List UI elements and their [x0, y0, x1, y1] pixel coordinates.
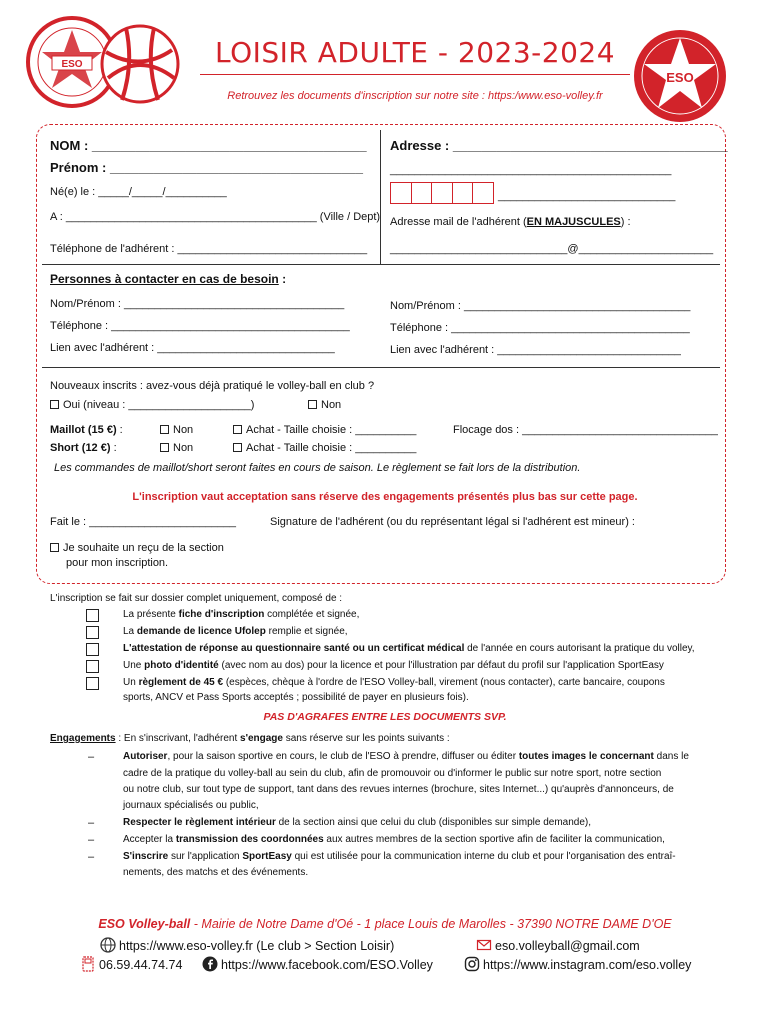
contact2-relation-field[interactable]: Lien avec l'adhérent : ______________________________ [390, 344, 681, 356]
address-line-3[interactable]: _____________________________ [498, 190, 676, 202]
section-divider [42, 264, 720, 265]
engagement-2: Respecter le règlement intérieur de la section ainsi que celui du club (disponibles sur simple demande), [123, 817, 592, 828]
globe-icon [100, 937, 116, 953]
dossier-checkbox-5[interactable] [86, 677, 99, 690]
engagement-1-line-2: cadre de la pratique du volley-ball au sein du club, afin de promouvoir ou d'informer le public sur notre sport, notre section [123, 768, 662, 779]
address-label: Adresse : ______________________________________ [390, 138, 728, 153]
contact2-phone-field[interactable]: Téléphone : _______________________________________ [390, 322, 690, 334]
title-underline [200, 74, 630, 75]
eso-club-logo-left [22, 12, 182, 112]
footer-address: ESO Volley-ball - Mairie de Notre Dame d'Oé - 1 place Louis de Marolles - 37390 NOTRE DAME D'OE [98, 917, 672, 931]
oui-checkbox[interactable] [50, 400, 59, 409]
address-line-2[interactable]: ______________________________________________ [390, 164, 672, 176]
footer-email-link[interactable]: eso.volleyball@gmail.com [476, 937, 640, 953]
signature-label: Signature de l'adhérent (ou du représentant légal si l'adhérent est mineur) : [270, 516, 635, 528]
experience-question: Nouveaux inscrits : avez-vous déjà pratiqué le volley-ball en club ? [50, 380, 375, 392]
contact1-relation-field[interactable]: Lien avec l'adhérent : _____________________________ [50, 342, 335, 354]
engagement-bullet-1: – [88, 751, 95, 763]
column-divider [380, 130, 381, 264]
dossier-item-5: Un règlement de 45 € (espèces, chèque à l'ordre de l'ESO Volley-ball, virement (nous contacter), carte bancaire, coupons [123, 677, 665, 688]
dossier-checkbox-4[interactable] [86, 660, 99, 673]
dossier-checkbox-3[interactable] [86, 643, 99, 656]
maillot-non-option[interactable]: Non [160, 424, 193, 436]
no-staples-notice: PAS D'AGRAFES ENTRE LES DOCUMENTS SVP. [263, 711, 507, 723]
short-non-checkbox[interactable] [160, 443, 169, 452]
short-achat-option[interactable]: Achat - Taille choisie : __________ [233, 442, 416, 454]
dossier-checkbox-1[interactable] [86, 609, 99, 622]
non-checkbox[interactable] [308, 400, 317, 409]
engagement-bullet-3: – [88, 834, 95, 846]
footer-instagram-link[interactable]: https://www.instagram.com/eso.volley [464, 956, 691, 972]
eso-club-logo-right [632, 28, 728, 124]
email-icon [476, 937, 492, 953]
experience-oui-option[interactable]: Oui (niveau : ____________________) [50, 399, 254, 411]
engagement-3: Accepter la transmission des coordonnées aux autres membres de la section sportive afin de faciliter la communication, [123, 834, 665, 845]
instagram-icon [464, 956, 480, 972]
short-non-option[interactable]: Non [160, 442, 193, 454]
engagement-bullet-4: – [88, 851, 95, 863]
dossier-item-3: L'attestation de réponse au questionnaire santé ou un certificat médical de l'année en cours autorisant la pratique du volley, [123, 643, 695, 654]
email-label: Adresse mail de l'adhérent (EN MAJUSCULES) : [390, 216, 631, 228]
prenom-field[interactable]: Prénom : ___________________________________ [50, 160, 364, 175]
dossier-intro: L'inscription se fait sur dossier complet uniquement, composé de : [50, 593, 343, 604]
receipt-option[interactable]: Je souhaite un reçu de la section [50, 542, 224, 554]
maillot-achat-option[interactable]: Achat - Taille choisie : __________ [233, 424, 416, 436]
contact2-name-field[interactable]: Nom/Prénom : _____________________________________ [390, 300, 691, 312]
maillot-label: Maillot (15 €) : [50, 424, 123, 436]
birthdate-field[interactable]: Né(e) le : _____/_____/__________ [50, 186, 227, 198]
footer-facebook-link[interactable]: https://www.facebook.com/ESO.Volley [202, 956, 433, 972]
facebook-icon [202, 956, 218, 972]
engagement-1-line-1: Autoriser, pour la saison sportive en cours, le club de l'ESO à prendre, diffuser ou éditer toutes images le concernant dans le [123, 751, 689, 762]
engagement-4-line-2: nements, des matchs et des événements. [123, 867, 309, 878]
left-logo-text: ESO [61, 59, 83, 70]
engagement-4-line-1: S'inscrire sur l'application SportEasy qui est utilisée pour la communication interne du club et pour l'organisation des entraî- [123, 851, 676, 862]
contacts-heading: Personnes à contacter en cas de besoin : [50, 272, 287, 286]
subtitle: Retrouvez les documents d'inscription sur notre site : https:/www.eso-volley.fr [227, 90, 603, 102]
nom-field[interactable]: NOM : ______________________________________ [50, 138, 367, 153]
dossier-item-2: La demande de licence Ufolep remplie et signée, [123, 626, 348, 637]
short-achat-checkbox[interactable] [233, 443, 242, 452]
flocage-field[interactable]: Flocage dos : ________________________________ [453, 424, 718, 436]
dossier-checkbox-2[interactable] [86, 626, 99, 639]
fait-le-field[interactable]: Fait le : ________________________ [50, 516, 236, 528]
contact1-phone-field[interactable]: Téléphone : _______________________________________ [50, 320, 350, 332]
contact1-name-field[interactable]: Nom/Prénom : ____________________________________ [50, 298, 345, 310]
page-title: LOISIR ADULTE - 2023-2024 [214, 36, 616, 69]
engagements-intro: Engagements : En s'inscrivant, l'adhérent s'engage sans réserve sur les points suivants : [50, 733, 450, 744]
email-field[interactable]: _____________________________@______________________ [390, 243, 714, 255]
experience-non-option[interactable]: Non [308, 399, 341, 411]
right-logo-text: ESO [666, 70, 694, 85]
section-divider-2 [42, 367, 720, 368]
birthplace-field[interactable]: A : _________________________________________ (Ville / Dept) [50, 211, 381, 223]
commandes-note: Les commandes de maillot/short seront faites en cours de saison. Le règlement se fait lors de la distribution. [54, 462, 581, 474]
maillot-non-checkbox[interactable] [160, 425, 169, 434]
dossier-item-4: Une photo d'identité (avec nom au dos) pour la licence et pour l'illustration par défaut du profil sur l'application SportEasy [123, 660, 664, 671]
maillot-achat-checkbox[interactable] [233, 425, 242, 434]
dossier-item-5-cont: sports, ANCV et Pass Sports acceptés ; possibilité de payer en plusieurs fois). [123, 692, 469, 703]
engagement-1-line-4: journaux spécialisés ou public, [123, 800, 259, 811]
postal-code-boxes[interactable] [390, 182, 494, 204]
address-field[interactable] [390, 138, 728, 153]
engagement-1-line-3: ou notre club, sur tout type de support, tant dans des revues internes (brochure, sites Internet...) qu'auprès d'annonceurs, de [123, 784, 674, 795]
engagement-bullet-2: – [88, 817, 95, 829]
phone-icon [80, 956, 96, 972]
receipt-checkbox[interactable] [50, 543, 59, 552]
dossier-item-1: La présente fiche d'inscription complétée et signée, [123, 609, 360, 620]
receipt-option-line2: pour mon inscription. [66, 557, 169, 569]
phone-field[interactable]: Téléphone de l'adhérent : _______________________________ [50, 243, 368, 255]
footer-phone[interactable]: 06.59.44.74.74 [80, 956, 182, 972]
acceptance-notice: L'inscription vaut acceptation sans réserve des engagements présentés plus bas sur cette page. [132, 491, 638, 503]
footer-website-link[interactable]: https://www.eso-volley.fr (Le club > Section Loisir) [100, 937, 394, 953]
short-label: Short (12 €) : [50, 442, 117, 454]
